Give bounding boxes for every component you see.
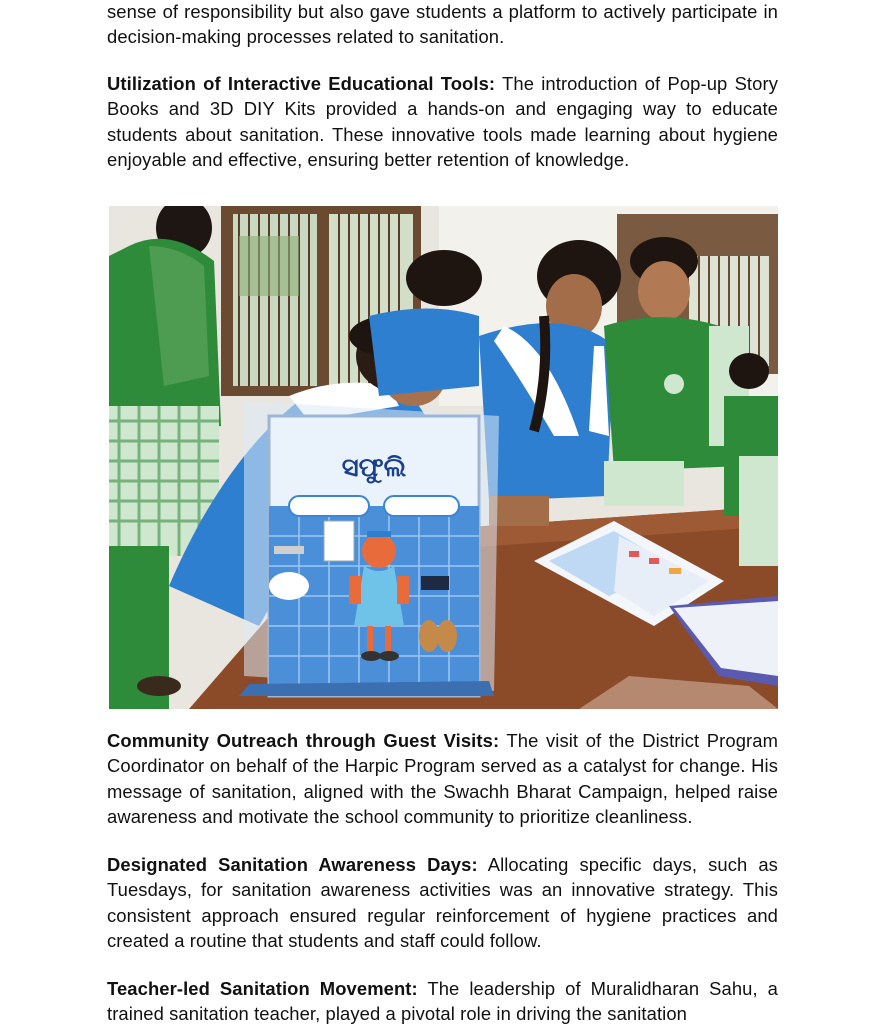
paragraph-text: The introduction of Pop-up Story Books and 3D DIY Kits provided a hands-on and engaging way to educate students about sanitation. These innovative tools made learning about hygiene enjoyable and effective, ensuring better retention of knowledge. bbox=[107, 73, 778, 171]
paragraph-text: The visit of the District Program Coordinator on behalf of the Harpic Program served as a catalyst for change. His message of sanitation, aligned with the Swachh Bharat Campaign, helped raise awareness and motivate the school community to prioritize cleanliness. bbox=[107, 730, 778, 828]
paragraph-text: sense of responsibility but also gave students a platform to actively participate in decision-making processes related to sanitation. bbox=[107, 1, 778, 48]
paragraph-awareness-days bbox=[107, 852, 778, 954]
photo-illustration bbox=[109, 206, 778, 709]
paragraph-interactive-tools bbox=[107, 71, 778, 173]
paragraph-heading: Community Outreach through Guest Visits: bbox=[107, 730, 500, 751]
paragraph-intro-continuation bbox=[107, 0, 778, 50]
paragraph-heading: Teacher-led Sanitation Movement: bbox=[107, 978, 418, 999]
classroom-photo bbox=[109, 206, 778, 709]
paragraph-text: Allocating specific days, such as Tuesdays, for sanitation awareness activities was an innovative strategy. This consistent approach ensured regular reinforcement of hygiene practices and created a routine that students and staff could follow. bbox=[107, 854, 778, 952]
paragraph-heading: Utilization of Interactive Educational Tools: bbox=[107, 73, 496, 94]
diy-kit-box bbox=[239, 401, 499, 696]
paragraph-teacher-led bbox=[107, 976, 778, 1027]
paragraph-text: The leadership of Muralidharan Sahu, a trained sanitation teacher, played a pivotal role in driving the sanitation bbox=[107, 978, 779, 1025]
paragraph-heading: Designated Sanitation Awareness Days: bbox=[107, 854, 478, 875]
paragraph-community-outreach bbox=[107, 728, 778, 830]
kit-title: ସଫୁଲି bbox=[341, 453, 407, 483]
